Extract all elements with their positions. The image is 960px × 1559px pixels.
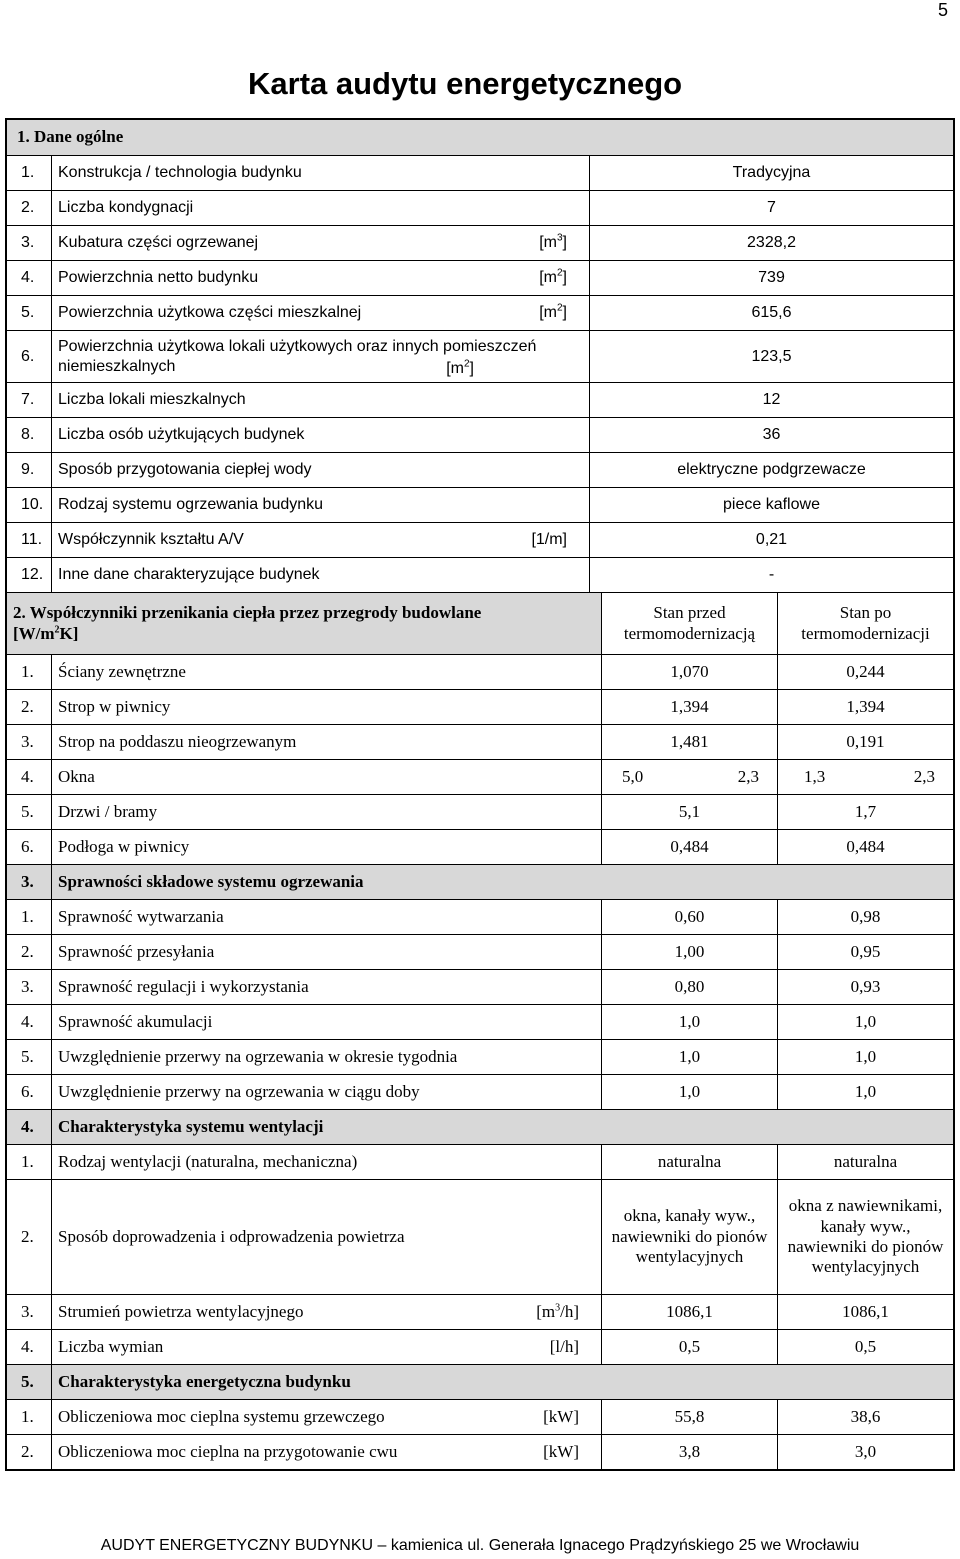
unit-label: $[m^3/h]$ — [536, 1301, 579, 1321]
label-text: Powierzchnia użytkowa lokali użytkowych oraz innych pomieszczeń niemieszkalnych $[m^2]$ — [58, 338, 537, 377]
row-number: 6. — [21, 836, 34, 856]
row-label — [51, 830, 601, 864]
row-number: 5. — [21, 801, 34, 821]
row-value: piece kaflowe — [589, 488, 953, 522]
row-label — [51, 1330, 601, 1364]
row-label — [51, 261, 589, 295]
row-number: 4. — [21, 1336, 34, 1356]
row-label — [51, 1005, 601, 1039]
table-row — [7, 969, 953, 1004]
value-after: 0,95 — [777, 935, 953, 969]
table-row — [7, 487, 953, 522]
label-text: Uwzględnienie przerwy na ogrzewania w ciągu doby — [58, 1081, 420, 1101]
column-header-before: Stan przed termomodernizacją — [601, 593, 777, 654]
heading-unit: $[W/m^2K]$ — [13, 623, 79, 643]
row-number: 7. — [21, 391, 35, 409]
table-row — [7, 1039, 953, 1074]
row-label — [51, 1295, 601, 1329]
row-number: 6. — [21, 1081, 34, 1101]
row-label — [51, 453, 589, 487]
row-value: Tradycyjna — [589, 156, 953, 190]
value-before — [601, 760, 777, 794]
label-text: Strop w piwnicy — [58, 696, 171, 716]
footer: AUDYT ENERGETYCZNY BUDYNKU – kamienica ul. Generała Ignacego Prądzyńskiego 25 we Wrocławiu — [100, 1537, 860, 1554]
page-number: 5 — [937, 0, 948, 20]
row-number: 3. — [21, 976, 34, 996]
value-after: 0,98 — [777, 900, 953, 934]
table-row — [7, 899, 953, 934]
table-row — [7, 794, 953, 829]
label-text: Powierzchnia netto budynku — [58, 269, 259, 287]
value-after: 0,484 — [777, 830, 953, 864]
section-number: 3. — [7, 865, 51, 899]
table-row — [7, 1434, 953, 1469]
label-text: Sposób przygotowania ciepłej wody — [58, 461, 312, 479]
label-text: Konstrukcja / technologia budynku — [58, 164, 302, 182]
row-label — [51, 296, 589, 330]
label-text: Sprawność akumulacji — [58, 1011, 213, 1031]
label-text: Podłoga w piwnicy — [58, 836, 190, 856]
table-row — [7, 592, 953, 654]
value-after: 1,0 — [777, 1075, 953, 1109]
value-after — [777, 760, 953, 794]
table-row — [7, 934, 953, 969]
table-row — [7, 1109, 953, 1144]
table-row — [7, 1179, 953, 1294]
value-before: 1,0 — [601, 1075, 777, 1109]
section-heading — [7, 593, 601, 654]
row-value: 615,6 — [589, 296, 953, 330]
value-before: 1,00 — [601, 935, 777, 969]
label-text: Obliczeniowa moc cieplna na przygotowanie cwu — [58, 1441, 398, 1461]
unit-exponent: 3 — [555, 1302, 561, 1314]
row-number: 1. — [21, 661, 34, 681]
unit-exponent: 2 — [54, 623, 60, 635]
value-after: 38,6 — [777, 1400, 953, 1434]
value-part: 2,3 — [737, 766, 759, 786]
label-text: Sprawność regulacji i wykorzystania — [58, 976, 309, 996]
row-value: 36 — [589, 418, 953, 452]
section-heading: 1. Dane ogólne — [7, 120, 953, 155]
row-value: elektryczne podgrzewacze — [589, 453, 953, 487]
value-before: 0,5 — [601, 1330, 777, 1364]
table-row — [7, 417, 953, 452]
value-after: 1086,1 — [777, 1295, 953, 1329]
value-part: 5,0 — [622, 766, 644, 786]
row-number: 6. — [21, 347, 35, 365]
value-after: 1,0 — [777, 1005, 953, 1039]
label-text: Współczynnik kształtu A/V — [58, 531, 244, 549]
unit-exponent: 2 — [556, 303, 563, 315]
unit-label: [l/h] — [549, 1336, 579, 1356]
value-part: 1,3 — [804, 766, 826, 786]
table-row — [7, 295, 953, 330]
row-number: 4. — [21, 269, 35, 287]
row-number: 2. — [21, 1441, 34, 1461]
label-text: Liczba kondygnacji — [58, 199, 194, 217]
value-before: 1,0 — [601, 1040, 777, 1074]
row-number: 9. — [21, 461, 35, 479]
label-text: Liczba wymian — [58, 1336, 164, 1356]
label-text: Ściany zewnętrzne — [58, 661, 186, 681]
row-number: 1. — [21, 1151, 34, 1171]
unit-label: [kW] — [543, 1406, 579, 1426]
table-row — [7, 225, 953, 260]
row-label — [51, 655, 601, 689]
unit-label: $[m^2]$ — [446, 358, 474, 377]
table-row — [7, 382, 953, 417]
value-after: 0,93 — [777, 970, 953, 1004]
row-number: 2. — [21, 696, 34, 716]
row-number: 1. — [21, 164, 35, 182]
row-label — [51, 935, 601, 969]
table-row — [7, 829, 953, 864]
table-row — [7, 522, 953, 557]
section-heading: Charakterystyka energetyczna budynku — [51, 1365, 953, 1399]
row-label — [51, 1400, 601, 1434]
row-value: 12 — [589, 383, 953, 417]
table-row — [7, 557, 953, 592]
table-row — [7, 689, 953, 724]
value-before: 1,070 — [601, 655, 777, 689]
value-after: 1,394 — [777, 690, 953, 724]
row-number: 3. — [21, 234, 35, 252]
row-label — [51, 156, 589, 190]
table-row — [7, 260, 953, 295]
row-number: 3. — [21, 731, 34, 751]
row-number: 2. — [21, 941, 34, 961]
value-after: okna z nawiewnikami, kanały wyw., nawiewniki do pionów wentylacyjnych — [777, 1180, 953, 1294]
table-row — [7, 654, 953, 689]
row-number: 11. — [21, 531, 43, 549]
section-heading: Charakterystyka systemu wentylacji — [51, 1110, 953, 1144]
value-before: 55,8 — [601, 1400, 777, 1434]
audit-table — [5, 118, 955, 1471]
row-label — [51, 1435, 601, 1469]
table-row — [7, 724, 953, 759]
row-label — [51, 1075, 601, 1109]
value-before: naturalna — [601, 1145, 777, 1179]
row-label — [51, 191, 589, 225]
row-label — [51, 1180, 601, 1294]
row-label — [51, 523, 589, 557]
unit-exponent: 2 — [556, 268, 563, 280]
unit-label: [kW] — [543, 1441, 579, 1461]
label-text: Inne dane charakteryzujące budynek — [58, 566, 320, 584]
table-row — [7, 452, 953, 487]
label-text: Rodzaj systemu ogrzewania budynku — [58, 496, 324, 514]
unit-label: $[m^2]$ — [539, 268, 567, 287]
value-after: 1,0 — [777, 1040, 953, 1074]
value-part: 2,3 — [913, 766, 935, 786]
label-text: Liczba lokali mieszkalnych — [58, 391, 246, 409]
value-before: 0,60 — [601, 900, 777, 934]
row-label — [51, 970, 601, 1004]
row-number: 5. — [21, 1046, 34, 1066]
label-text: Sprawność wytwarzania — [58, 906, 224, 926]
value-before: 1,481 — [601, 725, 777, 759]
row-label — [51, 331, 589, 382]
row-label — [51, 725, 601, 759]
row-number: 3. — [21, 1301, 34, 1321]
value-after: 1,7 — [777, 795, 953, 829]
row-number: 5. — [21, 304, 35, 322]
row-value: 0,21 — [589, 523, 953, 557]
table-row — [7, 1329, 953, 1364]
section-heading: Sprawności składowe systemu ogrzewania — [51, 865, 953, 899]
table-row — [7, 1144, 953, 1179]
row-label — [51, 418, 589, 452]
value-before: 0,484 — [601, 830, 777, 864]
value-before: 3,8 — [601, 1435, 777, 1469]
value-after: 0,191 — [777, 725, 953, 759]
row-label — [51, 558, 589, 592]
row-label — [51, 383, 589, 417]
row-value: 123,5 — [589, 331, 953, 382]
label-text: Sprawność przesyłania — [58, 941, 215, 961]
table-row — [7, 864, 953, 899]
row-number: 12. — [21, 566, 44, 584]
row-label — [51, 795, 601, 829]
section-number: 5. — [7, 1365, 51, 1399]
row-number: 2. — [21, 199, 35, 217]
page-title: Karta audytu energetycznego — [248, 66, 683, 101]
label-text: Drzwi / bramy — [58, 801, 158, 821]
row-label — [51, 488, 589, 522]
value-after: naturalna — [777, 1145, 953, 1179]
row-value: 7 — [589, 191, 953, 225]
table-row — [7, 330, 953, 382]
unit-label: $[m^3]$ — [539, 233, 567, 252]
heading-text: 2. Współczynniki przenikania ciepła przez przegrody budowlane — [13, 603, 482, 623]
label-text: Powierzchnia użytkowa części mieszkalnej — [58, 304, 362, 322]
label-text: Liczba osób użytkujących budynek — [58, 426, 305, 444]
value-after: 3,0 — [777, 1435, 953, 1469]
row-label — [51, 900, 601, 934]
value-after: 0,5 — [777, 1330, 953, 1364]
unit-exponent: 3 — [556, 233, 563, 245]
row-number: 4. — [21, 1011, 34, 1031]
section-number: 4. — [7, 1110, 51, 1144]
row-number: 2. — [21, 1226, 34, 1246]
label-text: Sposób doprowadzenia i odprowadzenia powietrza — [58, 1226, 405, 1246]
row-value: 739 — [589, 261, 953, 295]
row-number: 1. — [21, 906, 34, 926]
value-before: 5,1 — [601, 795, 777, 829]
unit-label: $[m^2]$ — [539, 303, 567, 322]
value-after: 0,244 — [777, 655, 953, 689]
table-row — [7, 1294, 953, 1329]
label-text: Rodzaj wentylacji (naturalna, mechaniczna) — [58, 1151, 358, 1171]
table-row — [7, 155, 953, 190]
label-text: Strumień powietrza wentylacyjnego — [58, 1301, 304, 1321]
value-before: okna, kanały wyw., nawiewniki do pionów wentylacyjnych — [601, 1180, 777, 1294]
row-number: 4. — [21, 766, 34, 786]
row-number: 1. — [21, 1406, 34, 1426]
label-text: Obliczeniowa moc cieplna systemu grzewczego — [58, 1406, 385, 1426]
table-row — [7, 1074, 953, 1109]
row-number: 8. — [21, 426, 35, 444]
row-label — [51, 226, 589, 260]
row-value: - — [589, 558, 953, 592]
table-row — [7, 1399, 953, 1434]
row-label — [51, 1145, 601, 1179]
label-text: Strop na poddaszu nieogrzewanym — [58, 731, 297, 751]
table-row — [7, 1004, 953, 1039]
value-before: 1,0 — [601, 1005, 777, 1039]
table-row — [7, 190, 953, 225]
row-label — [51, 1040, 601, 1074]
label-text: Uwzględnienie przerwy na ogrzewania w okresie tygodnia — [58, 1046, 458, 1066]
label-text: Okna — [58, 766, 95, 786]
unit-label: [1/m] — [531, 531, 567, 549]
value-before: 1,394 — [601, 690, 777, 724]
value-before: 1086,1 — [601, 1295, 777, 1329]
unit-exponent: 2 — [463, 358, 470, 370]
table-row — [7, 759, 953, 794]
row-label — [51, 760, 601, 794]
table-row — [7, 120, 953, 155]
row-number: 10. — [21, 496, 44, 514]
row-value: 2328,2 — [589, 226, 953, 260]
column-header-after: Stan po termomodernizacji — [777, 593, 953, 654]
label-text: Kubatura części ogrzewanej — [58, 234, 259, 252]
row-label — [51, 690, 601, 724]
table-row — [7, 1364, 953, 1399]
value-before: 0,80 — [601, 970, 777, 1004]
